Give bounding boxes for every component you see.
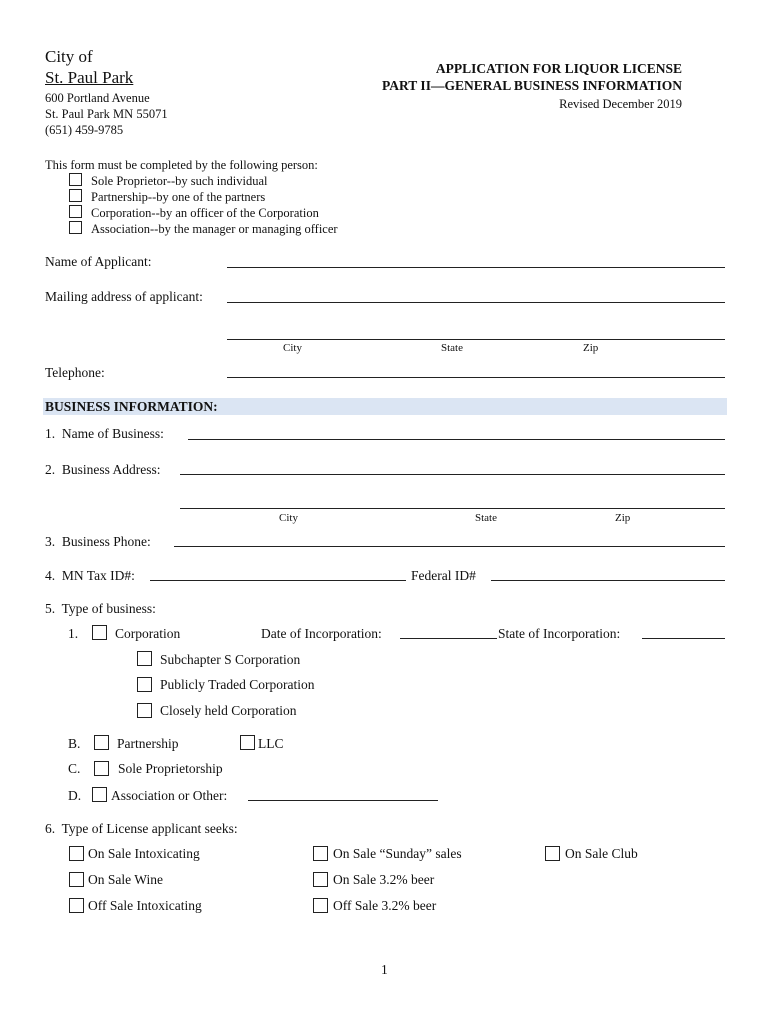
- off-sale-32-beer-checkbox[interactable]: [313, 898, 328, 913]
- mn-tax-id-field[interactable]: [150, 580, 406, 581]
- completed-by-intro: This form must be completed by the following person:: [45, 158, 318, 172]
- applicant-name-field[interactable]: [227, 267, 725, 268]
- association-other-field[interactable]: [248, 800, 438, 801]
- on-sale-sunday-label: On Sale “Sunday” sales: [333, 846, 462, 861]
- mn-tax-id-label: 4. MN Tax ID#:: [45, 568, 135, 583]
- mailing-address-label: Mailing address of applicant:: [45, 289, 203, 304]
- publicly-traded-label: Publicly Traded Corporation: [160, 677, 315, 692]
- business-phone-field[interactable]: [174, 546, 725, 547]
- type-b-number: B.: [68, 736, 81, 751]
- type-c-number: C.: [68, 761, 81, 776]
- sole-proprietor-checkbox[interactable]: [69, 173, 82, 186]
- applicant-name-label: Name of Applicant:: [45, 254, 152, 269]
- business-type-label: 5. Type of business:: [45, 601, 156, 616]
- association-signer-checkbox[interactable]: [69, 221, 82, 234]
- on-sale-wine-checkbox[interactable]: [69, 872, 84, 887]
- off-sale-intoxicating-checkbox[interactable]: [69, 898, 84, 913]
- date-of-incorporation-label: Date of Incorporation:: [261, 626, 382, 641]
- off-sale-32-beer-label: Off Sale 3.2% beer: [333, 898, 437, 913]
- on-sale-intoxicating-checkbox[interactable]: [69, 846, 84, 861]
- business-name-label: 1. Name of Business:: [45, 426, 164, 441]
- llc-label: LLC: [258, 736, 284, 751]
- on-sale-club-label: On Sale Club: [565, 846, 638, 861]
- closely-held-label: Closely held Corporation: [160, 703, 297, 718]
- business-name-field[interactable]: [188, 439, 725, 440]
- on-sale-wine-label: On Sale Wine: [88, 872, 163, 887]
- telephone-field[interactable]: [227, 377, 725, 378]
- on-sale-intoxicating-label: On Sale Intoxicating: [88, 846, 200, 861]
- subchapter-s-label: Subchapter S Corporation: [160, 652, 301, 667]
- mailing-city-state-zip-field[interactable]: [227, 339, 725, 340]
- llc-checkbox[interactable]: [240, 735, 255, 750]
- type-d-number: D.: [68, 788, 82, 803]
- corporation-label: Corporation: [115, 626, 181, 641]
- mailing-zip-label: Zip: [583, 342, 599, 354]
- on-sale-sunday-checkbox[interactable]: [313, 846, 328, 861]
- association-checkbox[interactable]: [92, 787, 107, 802]
- partnership-checkbox[interactable]: [94, 735, 109, 750]
- business-address-label: 2. Business Address:: [45, 462, 161, 477]
- on-sale-32-beer-checkbox[interactable]: [313, 872, 328, 887]
- on-sale-club-checkbox[interactable]: [545, 846, 560, 861]
- state-of-incorporation-field[interactable]: [642, 638, 725, 639]
- subchapter-s-checkbox[interactable]: [137, 651, 152, 666]
- business-city-label: City: [279, 512, 298, 524]
- closely-held-checkbox[interactable]: [137, 703, 152, 718]
- business-address-field[interactable]: [180, 474, 725, 475]
- sole-proprietorship-checkbox[interactable]: [94, 761, 109, 776]
- type-1-number: 1.: [68, 626, 79, 641]
- partnership-signer-checkbox[interactable]: [69, 189, 82, 202]
- partnership-signer-label: Partnership--by one of the partners: [91, 190, 266, 204]
- city-name-link[interactable]: St. Paul Park: [45, 68, 134, 87]
- sole-proprietor-label: Sole Proprietor--by such individual: [91, 174, 268, 188]
- city-of-label: City of: [45, 47, 93, 66]
- mailing-state-label: State: [441, 342, 463, 354]
- corporation-signer-checkbox[interactable]: [69, 205, 82, 218]
- address-line1: 600 Portland Avenue: [45, 91, 150, 105]
- state-of-incorporation-label: State of Incorporation:: [498, 626, 621, 641]
- on-sale-32-beer-label: On Sale 3.2% beer: [333, 872, 435, 887]
- partnership-label: Partnership: [117, 736, 179, 751]
- business-city-state-zip-field[interactable]: [180, 508, 725, 509]
- publicly-traded-checkbox[interactable]: [137, 677, 152, 692]
- business-state-label: State: [475, 512, 497, 524]
- address-line2: St. Paul Park MN 55071: [45, 107, 168, 121]
- business-zip-label: Zip: [615, 512, 631, 524]
- license-type-label: 6. Type of License applicant seeks:: [45, 821, 238, 836]
- office-phone: (651) 459-9785: [45, 123, 124, 137]
- date-of-incorporation-field[interactable]: [400, 638, 497, 639]
- corporation-checkbox[interactable]: [92, 625, 107, 640]
- telephone-label: Telephone:: [45, 365, 105, 380]
- business-section-title: BUSINESS INFORMATION:: [45, 399, 218, 414]
- form-title: APPLICATION FOR LIQUOR LICENSE: [435, 61, 682, 76]
- revised-date: Revised December 2019: [559, 97, 682, 111]
- corporation-signer-label: Corporation--by an officer of the Corporation: [91, 206, 319, 220]
- form-subtitle: PART II—GENERAL BUSINESS INFORMATION: [382, 78, 682, 93]
- mailing-address-field[interactable]: [227, 302, 725, 303]
- association-signer-label: Association--by the manager or managing officer: [91, 222, 338, 236]
- page-number: 1: [381, 962, 388, 977]
- business-phone-label: 3. Business Phone:: [45, 534, 151, 549]
- federal-id-label: Federal ID#: [411, 568, 476, 583]
- mailing-city-label: City: [283, 342, 302, 354]
- sole-proprietorship-label: Sole Proprietorship: [118, 761, 223, 776]
- federal-id-field[interactable]: [491, 580, 725, 581]
- association-label: Association or Other:: [111, 788, 228, 803]
- off-sale-intoxicating-label: Off Sale Intoxicating: [88, 898, 202, 913]
